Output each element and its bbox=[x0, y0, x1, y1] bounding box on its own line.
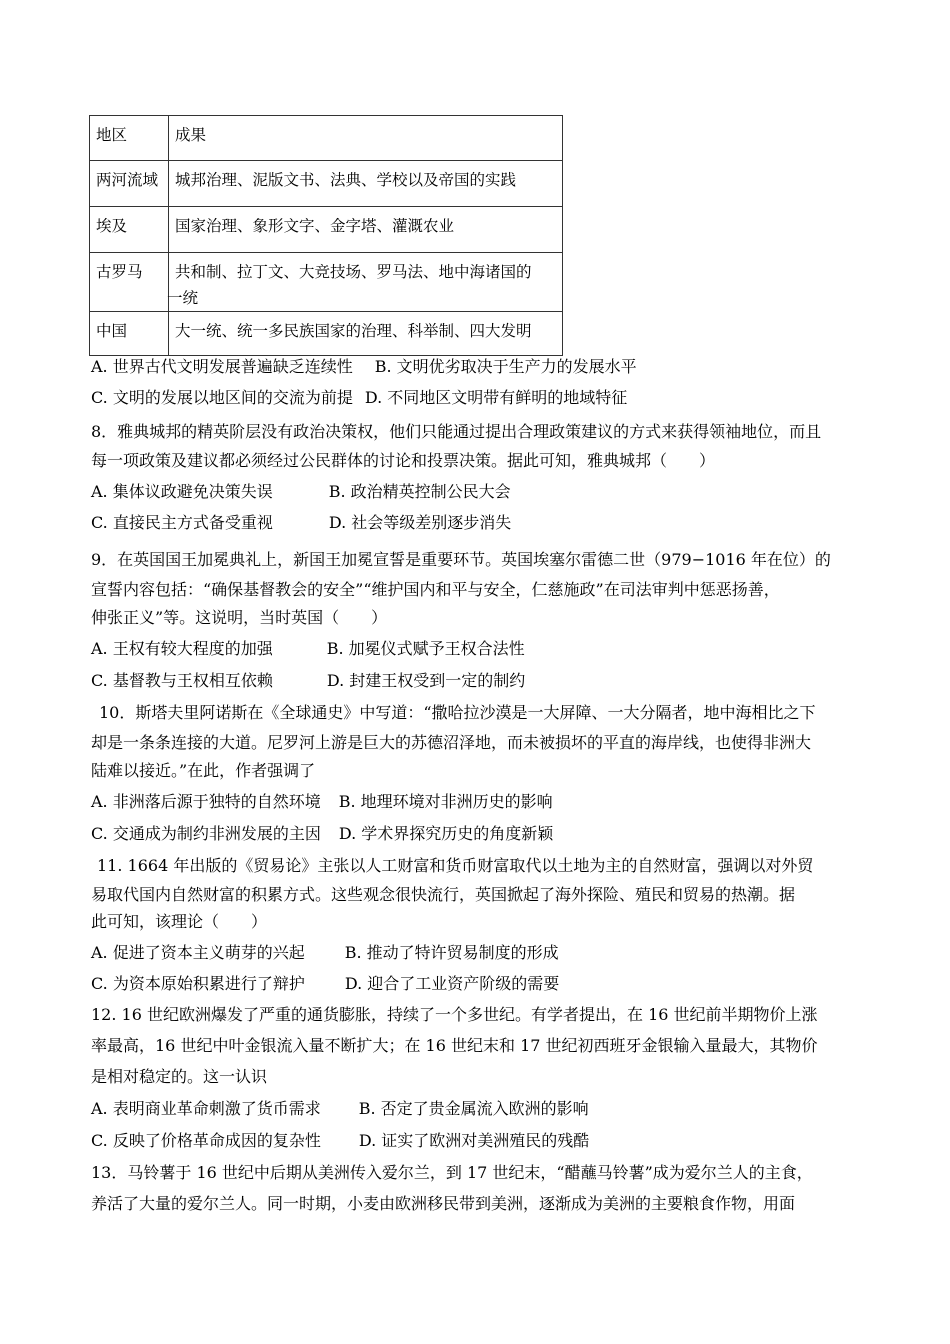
q8-option-row bbox=[91, 512, 511, 534]
outcome-cell: 国家治理、象形文字、金字塔、灌溉农业 bbox=[169, 207, 563, 253]
q7-option-a: A. 世界古代文明发展普遍缺乏连续性 bbox=[91, 357, 353, 376]
region-cell: 埃及 bbox=[90, 207, 169, 253]
q11-stem-line: 易取代国内自然财富的积累方式。这些观念很快流行，英国掀起了海外探险、殖民和贸易的热潮。据 bbox=[91, 885, 796, 904]
q9-option-row bbox=[91, 670, 525, 692]
q7-option-b: B. 文明优劣取决于生产力的发展水平 bbox=[374, 357, 637, 376]
q9-option-c: C. 基督教与王权相互依赖 bbox=[91, 671, 273, 690]
q12-option-a: A. 表明商业革命刺激了货币需求 bbox=[91, 1099, 321, 1118]
q11-option-d: D. 迎合了工业资产阶级的需要 bbox=[344, 974, 560, 993]
q8-option-c: C. 直接民主方式备受重视 bbox=[91, 513, 273, 532]
outcome-cell: 大一统、统一多民族国家的治理、科举制、四大发明 bbox=[169, 312, 563, 356]
q8-stem-line: 每一项政策及建议都必须经过公民群体的讨论和投票决策。据此可知，雅典城邦（ ） bbox=[91, 451, 716, 470]
q9-stem-line: 伸张正义”等。这说明，当时英国（ ） bbox=[91, 608, 388, 627]
q8-option-a: A. 集体议政避免决策失误 bbox=[91, 482, 273, 501]
q8-option-d: D. 社会等级差别逐步消失 bbox=[328, 513, 512, 532]
region-cell: 古罗马 bbox=[90, 253, 169, 312]
q10-option-b: B. 地理环境对非洲历史的影响 bbox=[338, 792, 553, 811]
header-outcome: 成果 bbox=[169, 116, 563, 161]
table-row bbox=[90, 207, 563, 253]
q9-option-b: B. 加冕仪式赋予王权合法性 bbox=[326, 639, 525, 658]
q12-stem-line: 率最高，16 世纪中叶金银流入量不断扩大；在 16 世纪末和 17 世纪初西班牙金银输入量最大，其物价 bbox=[91, 1036, 818, 1055]
q11-option-c: C. 为资本原始积累进行了辩护 bbox=[91, 974, 305, 993]
q12-option-d: D. 证实了欧洲对美洲殖民的残酷 bbox=[358, 1131, 590, 1150]
table-header-row bbox=[90, 116, 563, 161]
q12-option-c: C. 反映了价格革命成因的复杂性 bbox=[91, 1131, 321, 1150]
region-cell: 两河流域 bbox=[90, 161, 169, 207]
q13-stem-line: 养活了大量的爱尔兰人。同一时期，小麦由欧洲移民带到美洲，逐渐成为美洲的主要粮食作物，用面 bbox=[91, 1194, 796, 1213]
outcome-cell bbox=[169, 253, 563, 312]
header-region: 地区 bbox=[90, 116, 169, 161]
q12-stem-line: 12. 16 世纪欧洲爆发了严重的通货膨胀，持续了一个多世纪。有学者提出，在 16 世纪前半期物价上涨 bbox=[91, 1005, 818, 1024]
region-cell: 中国 bbox=[90, 312, 169, 356]
q10-stem-line: 陆难以接近。”在此，作者强调了 bbox=[91, 761, 316, 780]
q10-option-row bbox=[91, 791, 553, 813]
q7-option-row bbox=[91, 356, 637, 378]
q8-option-row bbox=[91, 481, 511, 503]
q11-option-row bbox=[91, 973, 559, 995]
q11-stem-line: 此可知，该理论（ ） bbox=[91, 912, 268, 931]
q10-option-a: A. 非洲落后源于独特的自然环境 bbox=[91, 792, 321, 811]
outcome-cell: 城邦治理、泥版文书、法典、学校以及帝国的实践 bbox=[169, 161, 563, 207]
q10-stem-line: 10．斯塔夫里阿诺斯在《全球通史》中写道：“撒哈拉沙漠是一大屏障、一大分隔者，地中海相比之下 bbox=[99, 703, 816, 722]
outcome-line-1: 共和制、拉丁文、大竞技场、罗马法、地中海诸国的 bbox=[175, 263, 532, 281]
q7-option-d: D. 不同地区文明带有鲜明的地域特征 bbox=[364, 388, 628, 407]
table-row bbox=[90, 312, 563, 356]
q12-stem-line: 是相对稳定的。这一认识 bbox=[91, 1067, 268, 1086]
q9-stem-line: 宣誓内容包括：“确保基督教会的安全”“维护国内和平与安全，仁慈施政”在司法审判中惩恶扬善， bbox=[91, 580, 780, 599]
q11-stem-line: 11. 1664 年出版的《贸易论》主张以人工财富和货币财富取代以土地为主的自然财富，强调以对外贸 bbox=[97, 856, 814, 875]
q8-option-b: B. 政治精英控制公民大会 bbox=[328, 482, 511, 501]
table-row bbox=[90, 161, 563, 207]
q9-stem-line: 9．在英国国王加冕典礼上，新国王加冕宣誓是重要环节。英国埃塞尔雷德二世（979−1016 年在位）的 bbox=[91, 550, 831, 569]
q8-stem-line: 8．雅典城邦的精英阶层没有政治决策权，他们只能通过提出合理政策建议的方式来获得领袖地位，而且 bbox=[91, 422, 822, 441]
q13-stem-line: 13．马铃薯于 16 世纪中后期从美洲传入爱尔兰，到 17 世纪末，“醋蘸马铃薯”成为爱尔兰人的主食， bbox=[91, 1163, 813, 1182]
q11-option-row bbox=[91, 942, 559, 964]
q10-option-c: C. 交通成为制约非洲发展的主因 bbox=[91, 824, 321, 843]
outcome-line-2: 一统 bbox=[167, 289, 199, 307]
q11-option-a: A. 促进了资本主义萌芽的兴起 bbox=[91, 943, 305, 962]
q9-option-d: D. 封建王权受到一定的制约 bbox=[326, 671, 526, 690]
q11-option-b: B. 推动了特许贸易制度的形成 bbox=[344, 943, 559, 962]
q12-option-row bbox=[91, 1130, 589, 1152]
q10-option-d: D. 学术界探究历史的角度新颖 bbox=[338, 824, 554, 843]
q9-option-row bbox=[91, 638, 525, 660]
q10-option-row bbox=[91, 823, 553, 845]
civilization-outcomes-table bbox=[89, 115, 563, 356]
q7-option-c: C. 文明的发展以地区间的交流为前提 bbox=[91, 388, 353, 407]
q9-option-a: A. 王权有较大程度的加强 bbox=[91, 639, 273, 658]
table-row bbox=[90, 253, 563, 312]
q12-option-row bbox=[91, 1098, 589, 1120]
q7-option-row bbox=[91, 387, 627, 409]
q12-option-b: B. 否定了贵金属流入欧洲的影响 bbox=[358, 1099, 589, 1118]
q10-stem-line: 却是一条条连接的大道。尼罗河上游是巨大的苏德沼泽地，而未被损坏的平直的海岸线，也使得非洲大 bbox=[91, 733, 812, 752]
